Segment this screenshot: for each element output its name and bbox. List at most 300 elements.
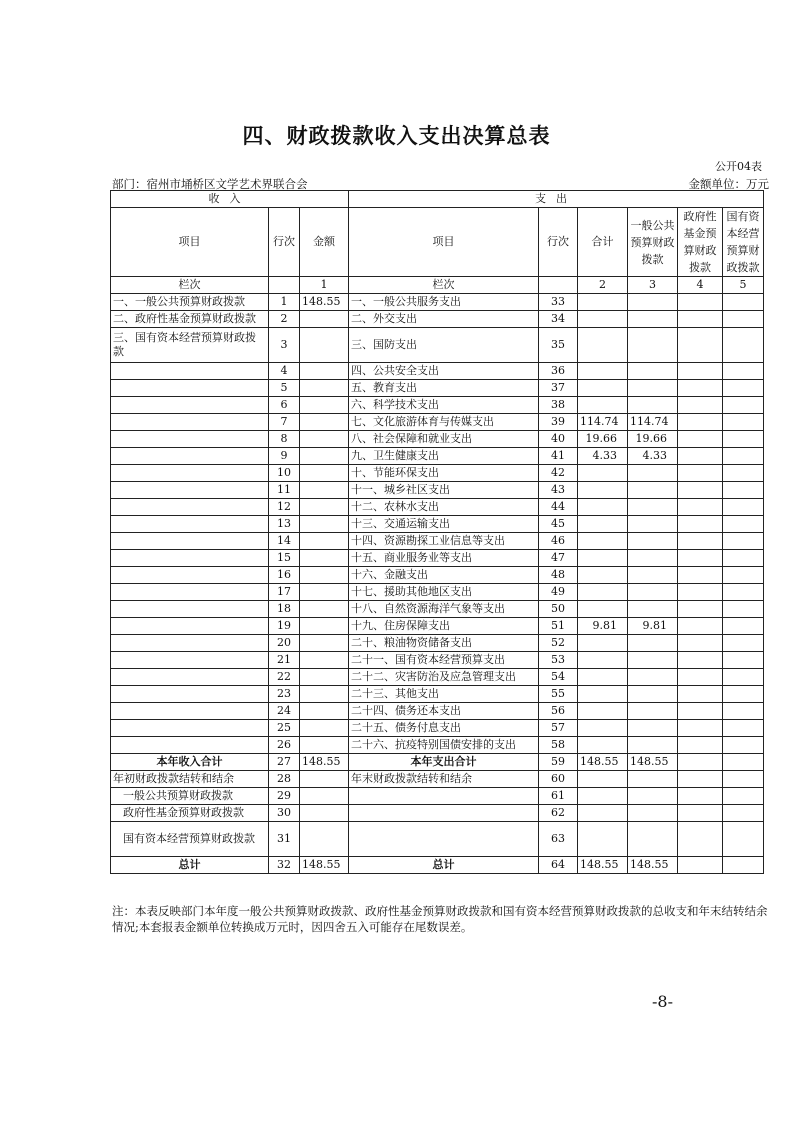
table-row [111, 397, 764, 414]
income-line-no: 7 [269, 414, 300, 431]
income-amount [300, 720, 349, 737]
expense-state-capital [723, 363, 764, 380]
income-line-no: 10 [269, 465, 300, 482]
income-item [111, 448, 269, 465]
expense-line-no: 40 [539, 431, 578, 448]
income-item [111, 482, 269, 499]
expense-state-capital [723, 397, 764, 414]
income-amount [300, 550, 349, 567]
expense-fund-budget [678, 857, 723, 874]
expense-item [349, 805, 539, 822]
expense-state-capital [723, 754, 764, 771]
expense-line-no: 41 [539, 448, 578, 465]
expense-item: 二十一、国有资本经营预算支出 [349, 652, 539, 669]
expense-fund-budget [678, 771, 723, 788]
income-amount [300, 499, 349, 516]
expense-state-capital [723, 771, 764, 788]
expense-item: 七、文化旅游体育与传媒支出 [349, 414, 539, 431]
expense-fund-budget [678, 431, 723, 448]
expense-line-no: 38 [539, 397, 578, 414]
income-line-no: 19 [269, 618, 300, 635]
expense-state-capital [723, 720, 764, 737]
expense-item-header: 项目 [349, 208, 539, 277]
expense-state-capital [723, 294, 764, 311]
expense-total-label: 总计 [349, 857, 539, 874]
expense-total [578, 482, 628, 499]
expense-general-budget [628, 737, 678, 754]
expense-general-budget: 114.74 [628, 414, 678, 431]
expense-fund-budget [678, 397, 723, 414]
expense-total-header: 合计 [578, 208, 628, 277]
expense-state-capital [723, 584, 764, 601]
expense-item: 九、卫生健康支出 [349, 448, 539, 465]
expense-general-budget [628, 703, 678, 720]
income-line-no: 31 [269, 822, 300, 857]
expense-item: 二十五、债务付息支出 [349, 720, 539, 737]
table-row [111, 720, 764, 737]
expense-fund-budget [678, 328, 723, 363]
income-amount [300, 567, 349, 584]
expense-fund-budget [678, 601, 723, 618]
column-index-row [111, 277, 764, 294]
expense-state-capital [723, 499, 764, 516]
expense-fund-budget [678, 669, 723, 686]
expense-total [578, 822, 628, 857]
expense-total: 148.55 [578, 754, 628, 771]
expense-fund-budget [678, 618, 723, 635]
grand-total-row [111, 857, 764, 874]
table-row [111, 311, 764, 328]
income-amount [300, 618, 349, 635]
income-line-no: 13 [269, 516, 300, 533]
expense-state-capital [723, 516, 764, 533]
table-row [111, 465, 764, 482]
expense-general-budget: 148.55 [628, 857, 678, 874]
table-row [111, 294, 764, 311]
expense-total: 9.81 [578, 618, 628, 635]
expense-total [578, 567, 628, 584]
expense-general-budget [628, 686, 678, 703]
income-amount [300, 363, 349, 380]
expense-line-no: 47 [539, 550, 578, 567]
income-item: 二、政府性基金预算财政拨款 [111, 311, 269, 328]
expense-total [578, 771, 628, 788]
income-item [111, 533, 269, 550]
expense-total [578, 788, 628, 805]
col-index-2: 2 [578, 277, 628, 294]
income-item [111, 397, 269, 414]
income-line-no: 18 [269, 601, 300, 618]
income-item [111, 669, 269, 686]
expense-state-capital [723, 703, 764, 720]
expense-item: 十一、城乡社区支出 [349, 482, 539, 499]
income-amount-header: 金额 [300, 208, 349, 277]
income-header: 收入 [111, 191, 349, 208]
expense-line-no: 44 [539, 499, 578, 516]
income-total-label: 本年收入合计 [111, 754, 269, 771]
income-amount [300, 822, 349, 857]
income-item: 三、国有资本经营预算财政拨款 [111, 328, 269, 363]
income-total-label: 总计 [111, 857, 269, 874]
income-item: 政府性基金预算财政拨款 [111, 805, 269, 822]
table-row [111, 482, 764, 499]
carry-row [111, 822, 764, 857]
income-amount: 148.55 [300, 754, 349, 771]
fund-budget-header: 政府性基金预算财政拨款 [678, 208, 723, 277]
expense-general-budget [628, 516, 678, 533]
expense-item: 一、一般公共服务支出 [349, 294, 539, 311]
expense-fund-budget [678, 822, 723, 857]
expense-general-budget [628, 567, 678, 584]
income-line-no: 23 [269, 686, 300, 703]
expense-state-capital [723, 805, 764, 822]
income-item [111, 652, 269, 669]
expense-line-no: 57 [539, 720, 578, 737]
expense-line-no: 54 [539, 669, 578, 686]
expense-fund-budget [678, 805, 723, 822]
income-amount [300, 465, 349, 482]
income-amount [300, 686, 349, 703]
table-row [111, 328, 764, 363]
table-row [111, 703, 764, 720]
expense-item: 二、外交支出 [349, 311, 539, 328]
income-item [111, 635, 269, 652]
income-line-no: 14 [269, 533, 300, 550]
expense-general-budget [628, 720, 678, 737]
expense-total [578, 703, 628, 720]
table-row [111, 431, 764, 448]
table-row [111, 737, 764, 754]
expense-fund-budget [678, 533, 723, 550]
income-line-no: 28 [269, 771, 300, 788]
expense-general-budget: 9.81 [628, 618, 678, 635]
income-line-no: 3 [269, 328, 300, 363]
expense-fund-budget [678, 584, 723, 601]
expense-line-no: 36 [539, 363, 578, 380]
income-line-no: 8 [269, 431, 300, 448]
expense-fund-budget [678, 635, 723, 652]
column-label: 栏次 [349, 277, 539, 294]
expense-general-budget [628, 328, 678, 363]
expense-total [578, 516, 628, 533]
expense-total: 19.66 [578, 431, 628, 448]
table-row [111, 516, 764, 533]
expense-item: 三、国防支出 [349, 328, 539, 363]
expense-general-budget [628, 771, 678, 788]
expense-fund-budget [678, 380, 723, 397]
expense-state-capital [723, 380, 764, 397]
table-row [111, 499, 764, 516]
income-item: 一、一般公共预算财政拨款 [111, 294, 269, 311]
expense-item: 十二、农林水支出 [349, 499, 539, 516]
table-row [111, 533, 764, 550]
income-line-no: 15 [269, 550, 300, 567]
income-amount [300, 669, 349, 686]
expense-item: 十八、自然资源海洋气象等支出 [349, 601, 539, 618]
income-amount [300, 771, 349, 788]
income-line-no: 32 [269, 857, 300, 874]
expense-item: 二十四、债务还本支出 [349, 703, 539, 720]
expense-general-budget [628, 294, 678, 311]
expense-general-budget: 148.55 [628, 754, 678, 771]
income-item [111, 414, 269, 431]
expense-item: 二十三、其他支出 [349, 686, 539, 703]
expense-item: 十、节能环保支出 [349, 465, 539, 482]
expense-state-capital [723, 414, 764, 431]
expense-state-capital [723, 311, 764, 328]
expense-state-capital [723, 601, 764, 618]
income-item [111, 431, 269, 448]
income-line-no: 30 [269, 805, 300, 822]
expense-state-capital [723, 550, 764, 567]
income-amount [300, 703, 349, 720]
expense-line-no: 46 [539, 533, 578, 550]
income-amount [300, 584, 349, 601]
form-code: 公开04表 [715, 160, 762, 173]
col-index-3: 3 [628, 277, 678, 294]
expense-line-no: 62 [539, 805, 578, 822]
expense-line-no: 61 [539, 788, 578, 805]
expense-fund-budget [678, 294, 723, 311]
income-line-no: 26 [269, 737, 300, 754]
income-amount [300, 652, 349, 669]
income-line-no: 9 [269, 448, 300, 465]
expense-item: 二十、粮油物资储备支出 [349, 635, 539, 652]
expense-state-capital [723, 448, 764, 465]
income-line-no: 16 [269, 567, 300, 584]
expense-total [578, 669, 628, 686]
expense-total [578, 397, 628, 414]
expense-total [578, 635, 628, 652]
page-number: -8- [652, 992, 673, 1011]
expense-total [578, 550, 628, 567]
income-line-no: 12 [269, 499, 300, 516]
expense-line-no: 56 [539, 703, 578, 720]
expense-item: 十七、援助其他地区支出 [349, 584, 539, 601]
income-item [111, 550, 269, 567]
table-row [111, 448, 764, 465]
expense-state-capital [723, 567, 764, 584]
income-item [111, 499, 269, 516]
income-amount [300, 737, 349, 754]
expense-fund-budget [678, 567, 723, 584]
expense-total [578, 328, 628, 363]
expense-fund-budget [678, 363, 723, 380]
table-row [111, 584, 764, 601]
expense-total [578, 499, 628, 516]
expense-fund-budget [678, 499, 723, 516]
department-label: 部门：宿州市埇桥区文学艺术界联合会 [112, 177, 308, 191]
expense-fund-budget [678, 720, 723, 737]
expense-total [578, 380, 628, 397]
expense-item: 十五、商业服务业等支出 [349, 550, 539, 567]
income-line-no: 20 [269, 635, 300, 652]
expense-fund-budget [678, 754, 723, 771]
table-row [111, 363, 764, 380]
income-item [111, 465, 269, 482]
table-row [111, 414, 764, 431]
general-budget-header: 一般公共预算财政拨款 [628, 208, 678, 277]
expense-state-capital [723, 686, 764, 703]
income-line-no: 24 [269, 703, 300, 720]
expense-general-budget [628, 533, 678, 550]
col-index-5: 5 [723, 277, 764, 294]
expense-line-no: 64 [539, 857, 578, 874]
income-line-no: 6 [269, 397, 300, 414]
expense-line-no: 55 [539, 686, 578, 703]
income-amount [300, 380, 349, 397]
expense-general-budget [628, 482, 678, 499]
expense-item: 四、公共安全支出 [349, 363, 539, 380]
expense-total [578, 652, 628, 669]
expense-line-no: 53 [539, 652, 578, 669]
carry-row [111, 771, 764, 788]
income-item [111, 567, 269, 584]
expense-line-no: 58 [539, 737, 578, 754]
expense-line-no: 60 [539, 771, 578, 788]
expense-line-no: 49 [539, 584, 578, 601]
expense-total [578, 601, 628, 618]
state-capital-header: 国有资本经营预算财政拨款 [723, 208, 764, 277]
income-line-no: 17 [269, 584, 300, 601]
income-item [111, 601, 269, 618]
table-row [111, 652, 764, 669]
expense-general-budget [628, 635, 678, 652]
expense-state-capital [723, 737, 764, 754]
expense-fund-budget [678, 652, 723, 669]
expense-general-budget [628, 584, 678, 601]
expense-item: 二十二、灾害防治及应急管理支出 [349, 669, 539, 686]
expense-fund-budget [678, 414, 723, 431]
income-amount [300, 448, 349, 465]
income-amount [300, 788, 349, 805]
income-item [111, 380, 269, 397]
income-amount [300, 482, 349, 499]
expense-item: 五、教育支出 [349, 380, 539, 397]
income-line-no: 22 [269, 669, 300, 686]
expense-item: 十六、金融支出 [349, 567, 539, 584]
expense-line-no: 34 [539, 311, 578, 328]
col-index-4: 4 [678, 277, 723, 294]
expense-fund-budget [678, 788, 723, 805]
income-amount [300, 397, 349, 414]
income-amount [300, 414, 349, 431]
expense-total [578, 465, 628, 482]
expense-state-capital [723, 788, 764, 805]
income-item-header: 项目 [111, 208, 269, 277]
expense-fund-budget [678, 550, 723, 567]
expense-general-budget [628, 652, 678, 669]
expense-general-budget [628, 601, 678, 618]
income-amount [300, 516, 349, 533]
expense-general-budget [628, 669, 678, 686]
income-line-no: 5 [269, 380, 300, 397]
expense-total [578, 720, 628, 737]
income-line-no: 25 [269, 720, 300, 737]
expense-state-capital [723, 669, 764, 686]
expense-general-budget [628, 465, 678, 482]
unit-label: 金额单位：万元 [688, 177, 769, 191]
expense-total [578, 533, 628, 550]
expense-total: 114.74 [578, 414, 628, 431]
header-row-columns [111, 208, 764, 277]
page-title: 四、财政拨款收入支出决算总表 [242, 123, 551, 148]
budget-table [110, 190, 764, 874]
expense-total [578, 805, 628, 822]
expense-total [578, 363, 628, 380]
income-amount [300, 311, 349, 328]
expense-lineno-header: 行次 [539, 208, 578, 277]
income-amount [300, 805, 349, 822]
expense-general-budget: 19.66 [628, 431, 678, 448]
table-row [111, 686, 764, 703]
col-index-1: 1 [300, 277, 349, 294]
income-amount [300, 431, 349, 448]
income-item [111, 737, 269, 754]
expense-state-capital [723, 328, 764, 363]
expense-general-budget [628, 311, 678, 328]
expense-line-no: 51 [539, 618, 578, 635]
expense-fund-budget [678, 448, 723, 465]
income-line-no: 29 [269, 788, 300, 805]
expense-line-no: 48 [539, 567, 578, 584]
expense-general-budget [628, 550, 678, 567]
expense-line-no: 43 [539, 482, 578, 499]
expense-state-capital [723, 465, 764, 482]
expense-total: 148.55 [578, 857, 628, 874]
expense-fund-budget [678, 703, 723, 720]
expense-total [578, 686, 628, 703]
table-row [111, 567, 764, 584]
expense-item: 年末财政拨款结转和结余 [349, 771, 539, 788]
expense-state-capital [723, 482, 764, 499]
expense-total [578, 584, 628, 601]
expense-general-budget [628, 363, 678, 380]
expense-total-label: 本年支出合计 [349, 754, 539, 771]
income-amount [300, 635, 349, 652]
income-item: 年初财政拨款结转和结余 [111, 771, 269, 788]
expense-general-budget [628, 822, 678, 857]
expense-general-budget [628, 805, 678, 822]
income-amount: 148.55 [300, 857, 349, 874]
expense-general-budget [628, 380, 678, 397]
year-total-row [111, 754, 764, 771]
income-line-no: 2 [269, 311, 300, 328]
expense-line-no: 37 [539, 380, 578, 397]
income-item [111, 686, 269, 703]
expense-general-budget [628, 499, 678, 516]
expense-item: 十九、住房保障支出 [349, 618, 539, 635]
carry-row [111, 805, 764, 822]
expense-line-no: 63 [539, 822, 578, 857]
expense-fund-budget [678, 516, 723, 533]
table-row [111, 669, 764, 686]
expense-state-capital [723, 652, 764, 669]
expense-total [578, 737, 628, 754]
expense-line-no: 50 [539, 601, 578, 618]
column-label: 栏次 [111, 277, 269, 294]
expense-item: 六、科学技术支出 [349, 397, 539, 414]
expense-general-budget [628, 788, 678, 805]
table-row [111, 380, 764, 397]
income-amount: 148.55 [300, 294, 349, 311]
income-item: 国有资本经营预算财政拨款 [111, 822, 269, 857]
header-row-sections [111, 191, 764, 208]
expense-general-budget [628, 397, 678, 414]
income-line-no: 21 [269, 652, 300, 669]
income-line-no: 27 [269, 754, 300, 771]
expense-total: 4.33 [578, 448, 628, 465]
